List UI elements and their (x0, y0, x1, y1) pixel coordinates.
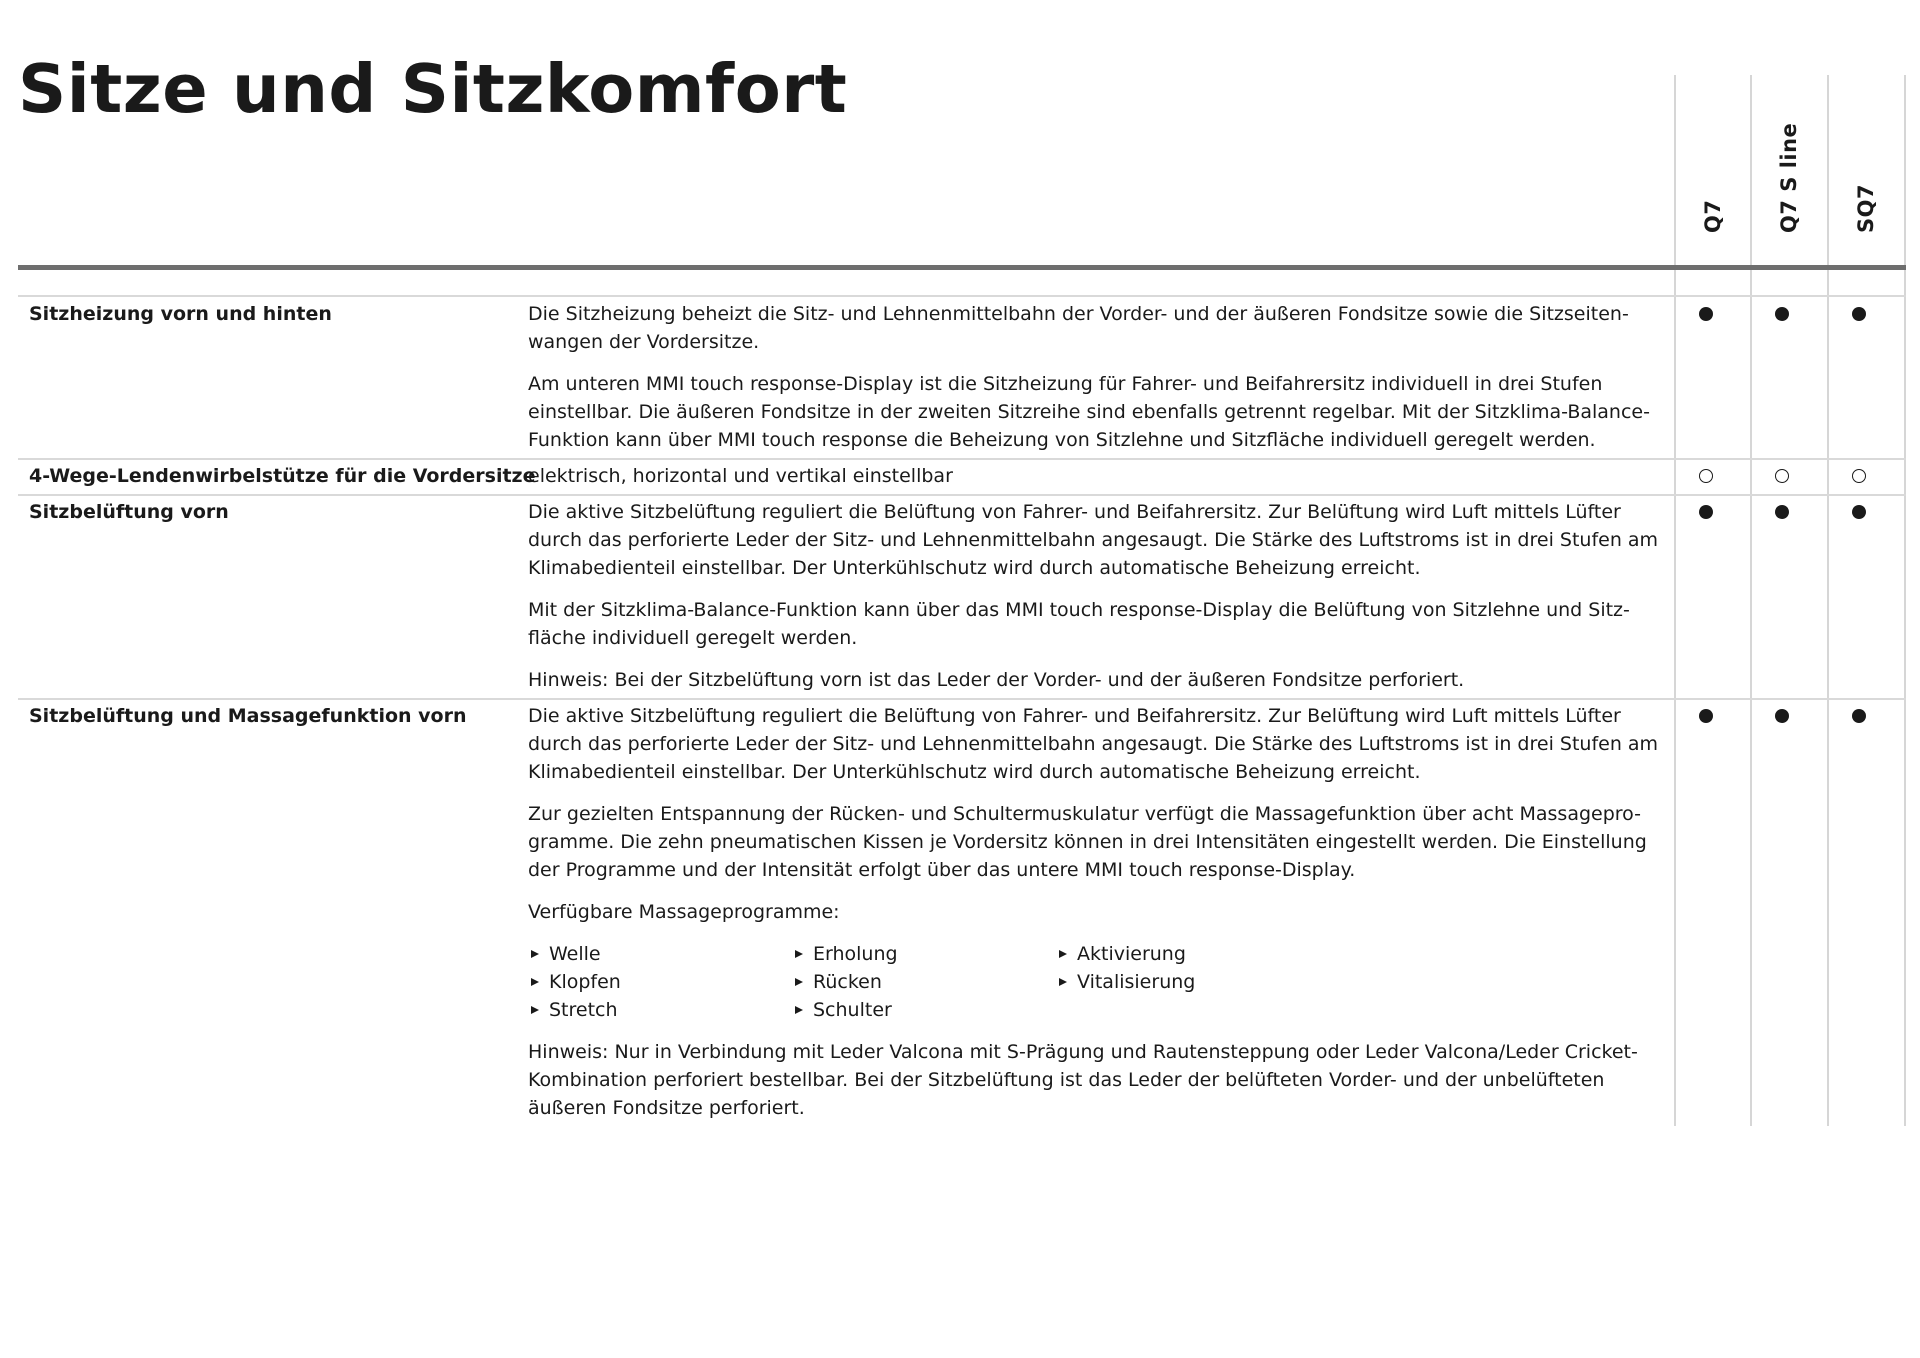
feature-description-sitzheizung (528, 300, 1668, 454)
column-header-q7-s-line (1751, 75, 1827, 265)
standard-dot-icon (1699, 505, 1713, 519)
description-note: Hinweis: Nur in Verbindung mit Leder Valcona mit S-Prägung und Rautensteppung oder Leder Valcona/Leder Cricket-Kombination perforiert bestellbar. Bei der Sitzbelüftung ist das Leder der belüfteten Vorder- und der unbelüfteten äußeren Fondsitze perforiert. (528, 1041, 1638, 1119)
description-paragraph: elektrisch, horizontal und vertikal einstellbar (528, 465, 953, 487)
description-paragraph: Mit der Sitzklima-Balance-Funktion kann über das MMI touch response-Display die Belüftung von Sitzlehne und Sitz-fläche individuell geregelt werden. (528, 599, 1630, 649)
description-paragraph: Am unteren MMI touch response-Display ist die Sitzheizung für Fahrer- und Beifahrersitz individuell in drei Stufen einstellbar. Die äußeren Fondsitze in der zweiten Sitzreihe sind ebenfalls getrennt regelbar. Mit der Sitzklima-Balance-Funktion kann über MMI touch response die Beheizung von Sitzlehne und Sitzfläche individuell geregelt werden. (528, 373, 1650, 451)
standard-dot-icon (1775, 307, 1789, 321)
program-item: Aktivierung (1056, 940, 1320, 968)
column-header-sq7 (1828, 75, 1904, 265)
description-paragraph: Hinweis: Bei der Sitzbelüftung vorn ist das Leder der Vorder- und der äußeren Fondsitze perforiert. (528, 669, 1465, 691)
header-rule (18, 265, 1906, 270)
feature-name-massagefunktion: Sitzbelüftung und Massagefunktion vorn (29, 705, 467, 727)
page-title: Sitze und Sitzkomfort (18, 50, 848, 128)
feature-name-sitzheizung: Sitzheizung vorn und hinten (29, 303, 332, 325)
description-paragraph: Verfügbare Massageprogramme: (528, 901, 840, 923)
program-column (528, 940, 792, 1024)
row-divider (18, 494, 1906, 496)
description-paragraph: Zur gezielten Entspannung der Rücken- und Schultermuskulatur verfügt die Massagefunktion über acht Massagepro-gramme. Die zehn pneumatischen Kissen je Vordersitz können in drei Intensitäten eingestellt werden. Die Einstellung der Programme und der Intensität erfolgt über das untere MMI touch response-Display. (528, 803, 1647, 881)
description-paragraph: Die aktive Sitzbelüftung reguliert die Belüftung von Fahrer- und Beifahrersitz. Zur Belüftung wird Luft mittels Lüfter durch das perforierte Leder der Sitz- und Lehnenmittelbahn angesaugt. Die Stärke des Luftstroms ist in drei Stufen am Klimabedienteil einstellbar. Der Unterkühlschutz wird durch automatische Beheizung erreicht. (528, 705, 1659, 783)
standard-dot-icon (1775, 709, 1789, 723)
standard-dot-icon (1852, 505, 1866, 519)
column-divider (1904, 75, 1906, 1126)
column-divider (1827, 75, 1829, 1126)
column-divider (1674, 75, 1676, 1126)
program-column (792, 940, 1056, 1024)
optional-circle-icon (1852, 469, 1866, 483)
program-item: Schulter (792, 996, 1056, 1024)
feature-name-lendenwirbelstuetze: 4-Wege-Lendenwirbelstütze für die Vordersitze (29, 465, 536, 487)
optional-circle-icon (1775, 469, 1789, 483)
program-item: Welle (528, 940, 792, 968)
description-paragraph: Die aktive Sitzbelüftung reguliert die Belüftung von Fahrer- und Beifahrersitz. Zur Belüftung wird Luft mittels Lüfter durch das perforierte Leder der Sitz- und Lehnenmittelbahn angesaugt. Die Stärke des Luftstroms ist in drei Stufen am Klimabedienteil einstellbar. Der Unterkühlschutz wird durch automatische Beheizung erreicht. (528, 501, 1659, 579)
program-column (1056, 940, 1320, 1024)
program-item: Vitalisierung (1056, 968, 1320, 996)
row-divider (18, 295, 1906, 297)
row-divider (18, 698, 1906, 700)
feature-description-lendenwirbelstuetze (528, 462, 1668, 490)
feature-description-massagefunktion (528, 702, 1668, 1122)
standard-dot-icon (1775, 505, 1789, 519)
program-item: Stretch (528, 996, 792, 1024)
row-divider (18, 458, 1906, 460)
program-item: Erholung (792, 940, 1056, 968)
description-paragraph: Die Sitzheizung beheizt die Sitz- und Lehnenmittelbahn der Vorder- und der äußeren Fondsitze sowie die Sitzseiten-wangen der Vordersitze. (528, 303, 1629, 353)
column-divider (1750, 75, 1752, 1126)
column-header-label: Q7 (1701, 199, 1725, 233)
standard-dot-icon (1699, 709, 1713, 723)
standard-dot-icon (1699, 307, 1713, 321)
column-header-label: SQ7 (1854, 183, 1878, 233)
massage-program-list (528, 940, 1668, 1024)
column-header-label: Q7 S line (1777, 122, 1801, 233)
standard-dot-icon (1852, 709, 1866, 723)
feature-description-sitzbelueftung (528, 498, 1668, 694)
program-item: Klopfen (528, 968, 792, 996)
optional-circle-icon (1699, 469, 1713, 483)
standard-dot-icon (1852, 307, 1866, 321)
column-header-q7 (1675, 75, 1751, 265)
feature-name-sitzbelueftung: Sitzbelüftung vorn (29, 501, 229, 523)
program-item: Rücken (792, 968, 1056, 996)
